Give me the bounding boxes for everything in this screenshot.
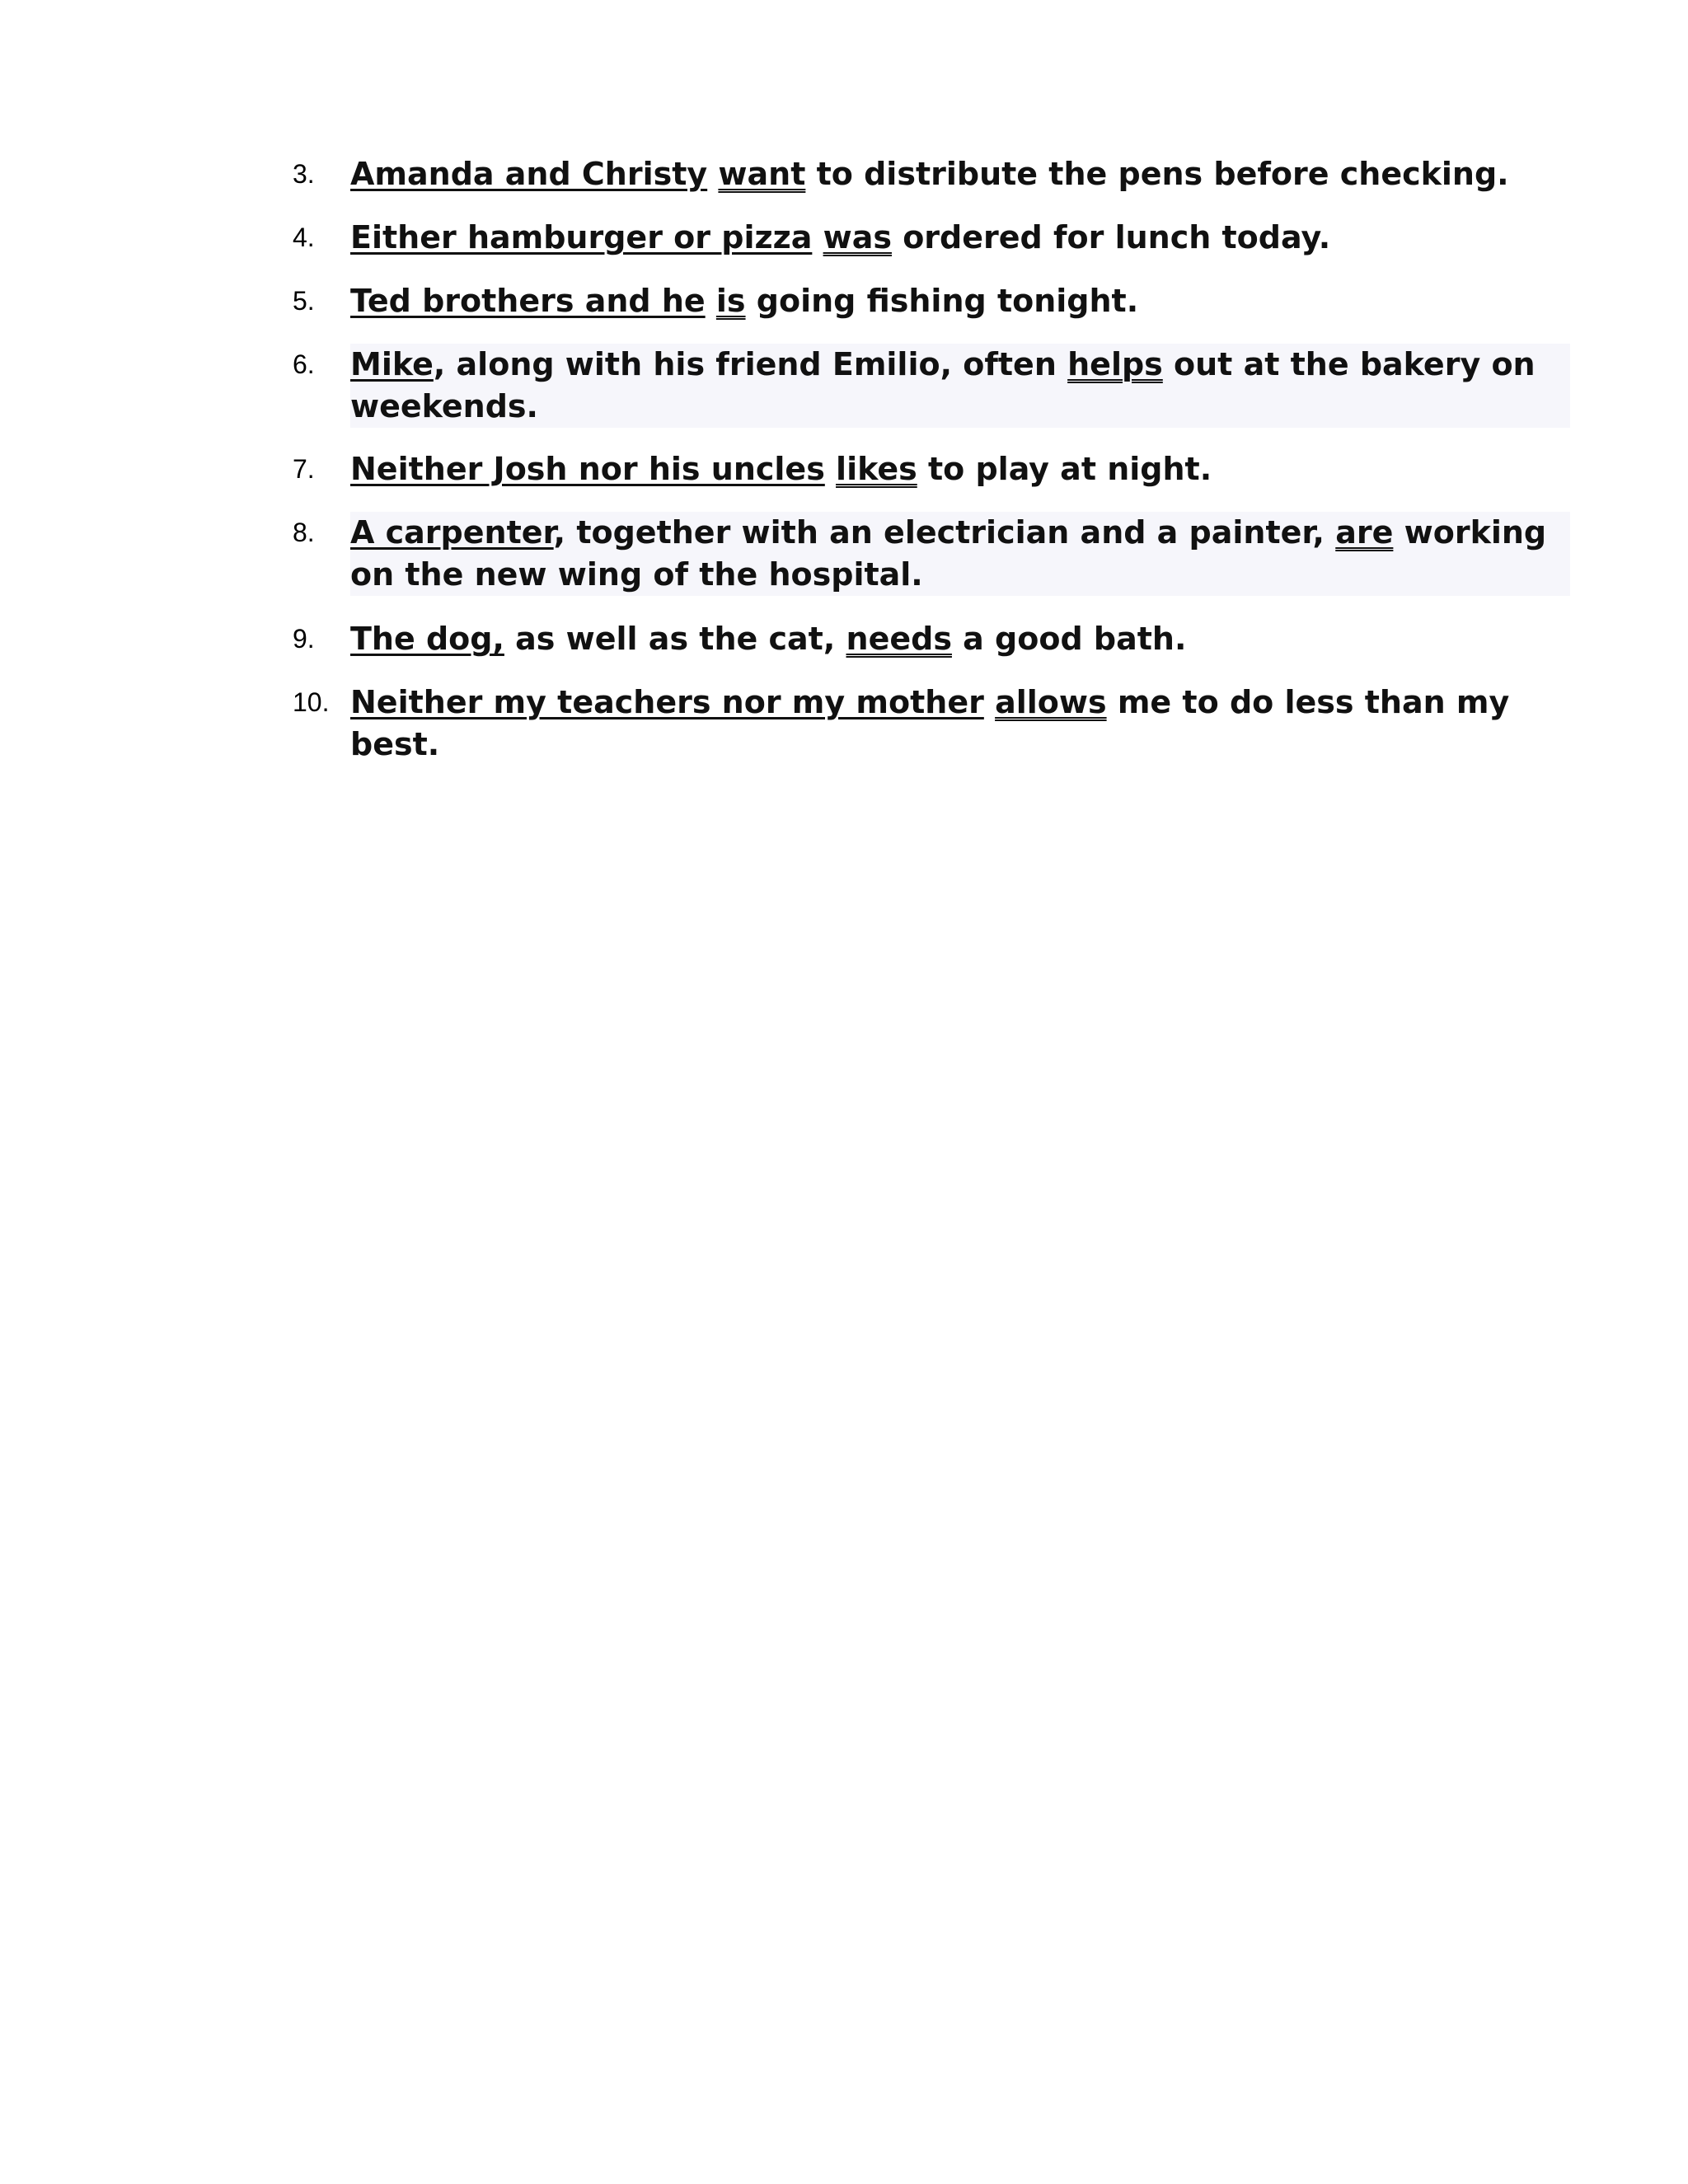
sentence xyxy=(350,153,1570,195)
item-number: 10. xyxy=(293,687,330,717)
sentence-rest: a good bath. xyxy=(951,621,1187,657)
sentence xyxy=(350,682,1570,766)
item-number: 9. xyxy=(293,624,315,654)
verb: want xyxy=(718,156,806,192)
item-number: 5. xyxy=(293,286,315,316)
item-number: 6. xyxy=(293,349,315,379)
sentence-middle xyxy=(984,684,995,720)
sentence-rest: working on the new wing of the hospital. xyxy=(350,514,1547,593)
sentence-rest: out at the bakery on weekends. xyxy=(350,346,1536,424)
subject: Amanda and Christy xyxy=(350,156,708,192)
item-number: 7. xyxy=(293,454,315,484)
sentence xyxy=(350,280,1570,322)
subject: The dog, xyxy=(350,621,504,657)
subject: Neither Josh nor his uncles xyxy=(350,451,825,487)
verb: likes xyxy=(836,451,917,487)
sentence-rest: going fishing tonight. xyxy=(745,283,1139,319)
sentence-middle xyxy=(707,156,718,192)
sentence xyxy=(350,448,1570,490)
sentence-rest: me to do less than my best. xyxy=(350,684,1510,762)
sentence xyxy=(350,618,1570,660)
item-number: 8. xyxy=(293,518,315,547)
verb: needs xyxy=(846,621,952,657)
sentence-middle: , along with his friend Emilio, often xyxy=(433,346,1068,382)
sentence-rest: to play at night. xyxy=(917,451,1212,487)
verb: was xyxy=(823,219,892,255)
sentence-middle: as well as the cat, xyxy=(504,621,846,657)
sentence xyxy=(350,512,1570,596)
sentence-middle: , together with an electrician and a painter, xyxy=(553,514,1336,551)
sentence-middle xyxy=(812,219,823,255)
sentence xyxy=(350,344,1570,428)
subject: A carpenter xyxy=(350,514,554,551)
subject: Neither my teachers nor my mother xyxy=(350,684,984,720)
verb: are xyxy=(1335,514,1394,551)
verb: allows xyxy=(995,684,1107,720)
subject: Ted brothers and he xyxy=(350,283,706,319)
sentence-rest: to distribute the pens before checking. xyxy=(805,156,1509,192)
item-number: 3. xyxy=(293,159,315,189)
subject: Either hamburger or pizza xyxy=(350,219,813,255)
sentence-rest: ordered for lunch today. xyxy=(891,219,1331,255)
verb: is xyxy=(715,283,746,319)
sentence xyxy=(350,217,1570,259)
sentence-middle xyxy=(825,451,836,487)
sentence-middle xyxy=(706,283,716,319)
item-number: 4. xyxy=(293,223,315,252)
subject: Mike xyxy=(350,346,434,382)
verb: helps xyxy=(1067,346,1163,382)
